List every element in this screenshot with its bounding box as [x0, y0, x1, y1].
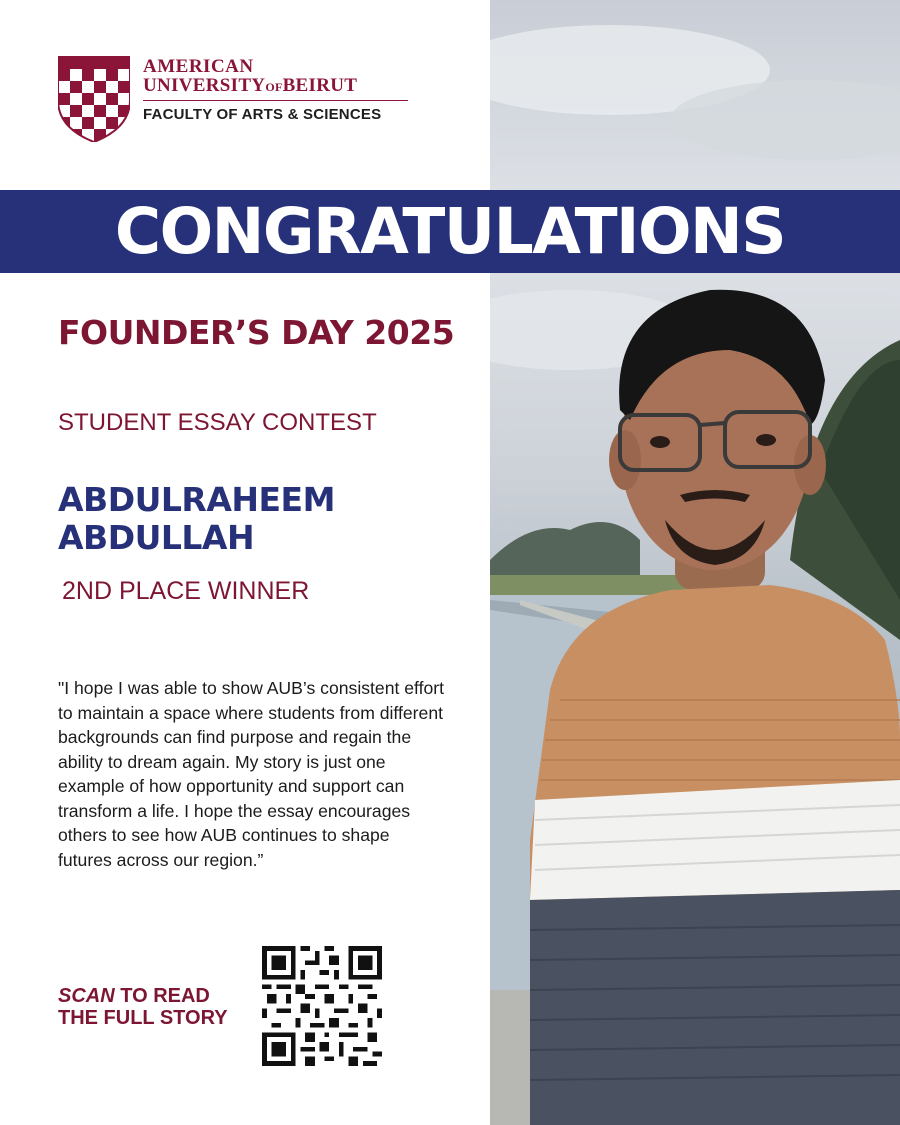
winner-photo: [490, 0, 900, 1125]
winner-name: ABDULRAHEEM ABDULLAH: [58, 480, 335, 557]
scan-cta: [58, 985, 248, 1029]
university-name-line1: AMERICAN: [143, 56, 254, 77]
scan-rest: TO READ THE FULL STORY: [58, 985, 228, 1029]
banner-title: CONGRATULATIONS: [114, 195, 786, 268]
event-title: FOUNDER’S DAY 2025: [58, 313, 455, 352]
qr-code-icon[interactable]: [262, 946, 382, 1066]
event-subtitle: STUDENT ESSAY CONTEST: [58, 409, 377, 436]
university-name-line2: UNIVERSITYOFBEIRUT: [143, 75, 358, 96]
congratulations-banner: [0, 190, 900, 273]
faculty-name: FACULTY OF ARTS & SCIENCES: [143, 106, 382, 123]
logo-divider: [143, 100, 408, 101]
scan-word: SCAN: [58, 985, 115, 1007]
aub-shield-icon: [58, 56, 130, 142]
winner-quote: "I hope I was able to show AUB’s consistent effort to maintain a space where students from different backgrounds can find purpose and regain the ability to dream again. My story is just one example of how opportunity and support can transform a life. I hope the essay encourages others to see how AUB continues to shape futures across our region.”: [58, 678, 445, 870]
winner-place: 2ND PLACE WINNER: [62, 577, 310, 605]
